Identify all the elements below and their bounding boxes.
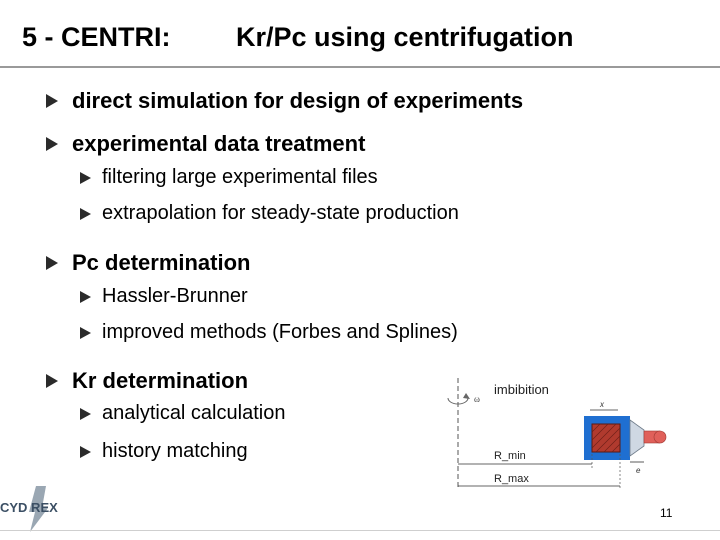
e-label: e [636,466,641,475]
omega-label: ω [474,394,480,404]
slide-title [22,22,574,53]
title-divider [0,66,720,68]
cydarex-logo [0,484,80,534]
centrifuge-diagram [438,376,678,494]
sub-bullet-2-2 [80,202,459,225]
sub-bullet-text: filtering large experimental files [102,166,378,188]
bullet-3 [46,250,250,276]
sub-bullet-arrow-icon [80,408,91,420]
sub-bullet-arrow-icon [80,446,91,458]
sub-bullet-3-2 [80,321,458,344]
sub-bullet-arrow-icon [80,172,91,184]
bullet-text: direct simulation for design of experiments [72,88,524,113]
bullet-2 [46,131,365,157]
sub-bullet-4-1 [80,402,285,425]
sub-bullet-text: Hassler-Brunner [102,285,248,307]
diagram-title: imbibition [494,382,549,397]
sub-bullet-arrow-icon [80,291,91,303]
bullet-arrow-icon [46,137,58,151]
logo-text: CYD REX [0,500,58,515]
rmin-label: R_min [494,450,526,462]
holder-taper [630,420,644,456]
bullet-text: Pc determination [72,250,251,275]
outlet-tip [654,431,666,443]
sub-bullet-4-2 [80,440,248,463]
footer-divider [0,530,720,531]
sub-bullet-arrow-icon [80,208,91,220]
bullet-arrow-icon [46,94,58,108]
sub-bullet-3-1 [80,285,248,308]
sub-bullet-text: analytical calculation [102,402,286,424]
rotation-arrowhead-icon [463,393,470,399]
sub-bullet-2-1 [80,166,378,189]
sub-bullet-text: extrapolation for steady-state production [102,202,459,224]
bullet-arrow-icon [46,374,58,388]
slide-title-text: Kr/Pc using centrifugation [236,22,574,52]
page-number: 11 [660,506,673,520]
bullet-4 [46,368,248,394]
bullet-text: Kr determination [72,368,249,393]
bullet-1 [46,88,523,114]
x-label: x [600,400,604,409]
slide-number-label: 5 - CENTRI: [22,22,171,52]
bullet-text: experimental data treatment [72,131,366,156]
sub-bullet-text: history matching [102,440,248,462]
sub-bullet-text: improved methods (Forbes and Splines) [102,321,458,343]
sub-bullet-arrow-icon [80,327,91,339]
bullet-arrow-icon [46,256,58,270]
rmax-label: R_max [494,473,529,485]
